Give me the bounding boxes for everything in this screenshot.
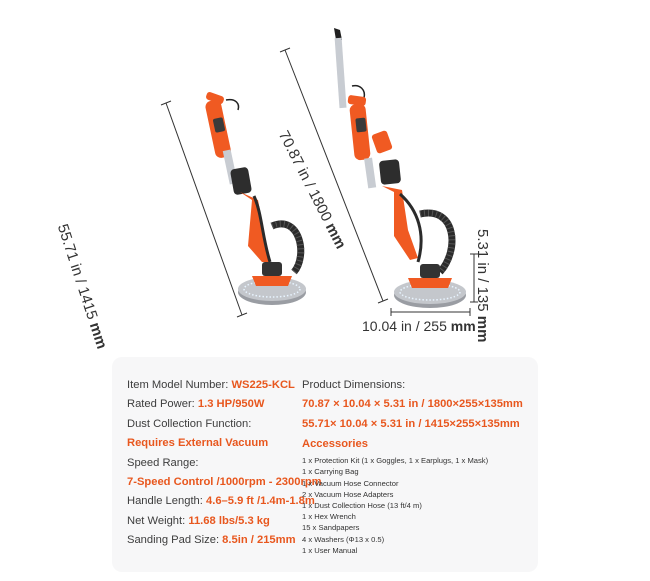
handle-length-label: Handle Length: — [127, 495, 206, 508]
accessory-item: 4 x Washers (Φ13 x 0.5) — [302, 534, 385, 544]
drywall-sander-folded — [204, 91, 306, 305]
item-model-label: Item Model Number: — [127, 379, 232, 391]
head-height-label: 5.31 in / 135 mm — [474, 229, 491, 343]
product-dimensions-label: Product Dimensions: — [302, 379, 406, 391]
speed-range-label: Speed Range: — [127, 456, 199, 469]
rated-power-label: Rated Power: — [127, 398, 198, 411]
spec-left-column — [127, 376, 322, 551]
dust-function-label: Dust Collection Function: — [127, 417, 252, 430]
accessory-item: 1 x Protection Kit (1 x Goggles, 1 x Earplugs, 1 x Mask) — [302, 456, 489, 466]
accessory-item: 1 x Vacuum Hose Connector — [302, 478, 399, 488]
net-weight-value: 11.68 lbs/5.3 kg — [188, 514, 270, 527]
item-model-row — [127, 376, 317, 395]
drywall-sander-extended — [334, 28, 466, 308]
handle-length-row — [127, 492, 317, 511]
net-weight-label: Net Weight: — [127, 514, 189, 527]
accessory-item: 1 x Carrying Bag — [302, 467, 359, 477]
spec-right-column — [302, 376, 532, 556]
accessory-item: 15 x Sandpapers — [302, 523, 360, 533]
pad-size-row — [127, 531, 317, 550]
rated-power-value: 1.3 HP/950W — [197, 398, 265, 411]
speed-range-value: 7-Speed Control /1000rpm - 2300rpm — [127, 476, 322, 489]
pad-size-label: Sanding Pad Size: — [127, 534, 223, 547]
accessory-item: 2 x Vacuum Hose Adapters — [302, 489, 394, 499]
accessories-title: Accessories — [302, 438, 368, 451]
pad-size-value: 8.5in / 215mm — [222, 534, 296, 547]
product-dimensions-extended: 70.87 × 10.04 × 5.31 in / 1800×255×135mm — [302, 398, 523, 411]
net-weight-row — [127, 512, 317, 531]
accessory-item: 1 x User Manual — [302, 545, 358, 555]
accessory-item: 1 x Hex Wrench — [302, 512, 356, 522]
extended-height-label: 70.87 in / 1800 mm — [274, 128, 350, 252]
head-width-label: 10.04 in / 255 mm — [362, 318, 476, 334]
dust-function-value: Requires External Vacuum — [127, 437, 269, 450]
product-dimensions-folded: 55.71× 10.04 × 5.31 in / 1415×255×135mm — [302, 417, 520, 430]
item-model-value: WS225-KCL — [231, 379, 295, 391]
handle-length-value: 4.6–5.9 ft /1.4m-1.8m — [206, 495, 315, 508]
accessory-item: 1 x Dust Collection Hose (13 ft/4 m) — [302, 501, 422, 511]
accessories-list — [302, 455, 532, 556]
folded-height-label: 55.71 in / 1415 mm — [53, 222, 111, 352]
rated-power-row — [127, 395, 317, 414]
